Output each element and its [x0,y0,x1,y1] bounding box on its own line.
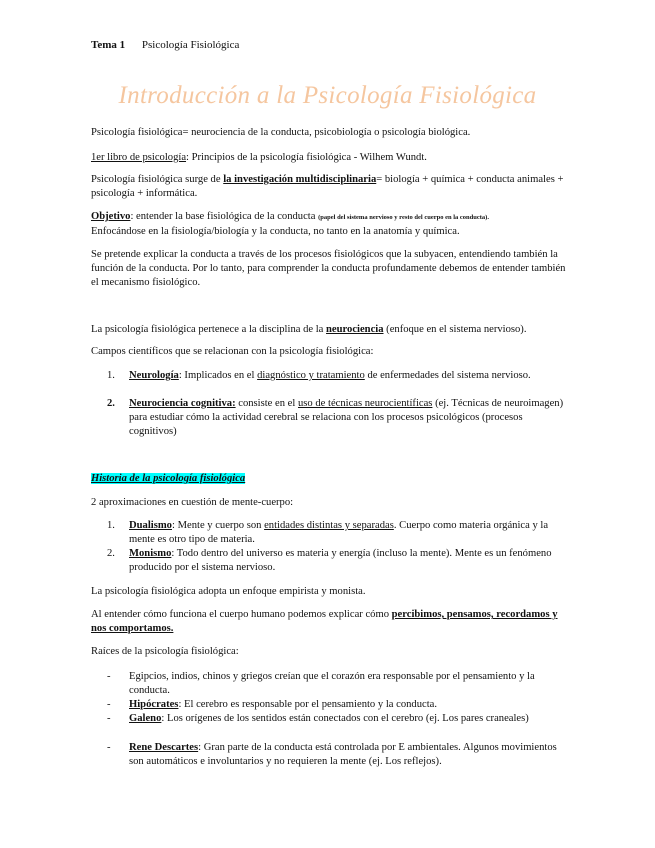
list-number: 2. [107,548,115,559]
discipline-pre: La psicología fisiológica pertenece a la disciplina de la [91,324,327,335]
list-underlined: diagnóstico y tratamiento [257,370,365,381]
list-text [129,698,569,712]
objective-label: Objetivo [91,211,131,222]
list-item [107,397,569,439]
paragraph-objective [91,210,569,239]
list-number: 1. [107,370,115,381]
objective-text: : entender la base fisiológica de la conducta [130,211,319,222]
paragraph-first-book [91,151,569,165]
list-item [107,547,569,575]
list-text [129,741,569,769]
list-pre: : Implicados en el [178,370,258,381]
paragraph-approach-adopted: La psicología fisiológica adopta un enfoque empirista y monista. [91,586,366,597]
list-item [107,519,569,547]
list-text [129,670,569,698]
list-underlined: entidades distintas y separadas [264,520,394,531]
header-tema: Tema 1 [91,39,126,51]
section-heading-text: Historia de la psicología fisiológica [91,473,246,484]
list-dash: - [107,699,111,710]
list-pre: : Mente y cuerpo son [171,520,265,531]
paragraph-approaches: 2 aproximaciones en cuestión de mente-cuerpo: [91,497,294,508]
list-term: Galeno [129,713,162,724]
body-pre: Al entender cómo funciona el cuerpo humano podemos explicar cómo [91,609,392,620]
first-book-label: 1er libro de psicología [91,152,187,163]
origin-pre: Psicología fisiológica surge de [91,174,224,185]
list-dash: - [107,713,111,724]
paragraph-body-understanding [91,608,569,636]
section-heading [91,472,569,486]
origin-bold: la investigación multidisciplinaria [223,174,377,185]
objective-note: (papel del sistema nervioso y resto del cuerpo en la conducta). [318,214,489,221]
list-rest: : Los orígenes de los sentidos están conectados con el cerebro (ej. Los pares craneales) [161,713,529,724]
list-text [129,369,569,383]
discipline-rest: (enfoque en el sistema nervioso). [383,324,527,335]
list-item [107,712,569,726]
list-rest: . Cuerpo como materia orgánica y la mente es otro tipo de materia. [129,520,549,545]
list-item [107,369,569,383]
document-title: Introducción a la Psicología Fisiológica [118,82,537,109]
list-term: Neurociencia cognitiva: [129,398,236,409]
origin-rest: = biología + química + conducta animales + psicología + informática. [91,174,564,199]
list-text [129,397,569,439]
list-pre: consiste en el [235,398,298,409]
list-item [107,670,569,698]
list-item [107,698,569,712]
list-term: Neurología [129,370,179,381]
list-rest: (ej. Técnicas de neuroimagen) para estudiar cómo la actividad cerebral se relaciona con los procesos psicológicos (procesos cognitivos) [129,398,564,437]
list-underlined: uso de técnicas neurocientíficas [297,398,433,409]
list-text [129,712,569,726]
body-bold: percibimos, pensamos, recordamos y nos comportamos. [91,609,558,634]
first-book-rest: : Principios de la psicología fisiológica - Wilhem Wundt. [186,152,427,163]
list-number: 2. [107,398,115,409]
list-rest: : Gran parte de la conducta está controlada por E ambientales. Algunos movimientos son automáticos e involuntarios y no requieren la mente (ej. Los reflejos). [129,742,557,767]
paragraph-fields-intro: Campos científicos que se relacionan con la psicología fisiológica: [91,346,374,357]
list-number: 1. [107,520,115,531]
list-term: Rene Descartes [129,742,199,753]
list-rest: : El cerebro es responsable por el pensamiento y la conducta. [178,699,438,710]
list-text [129,547,569,575]
list-pre: : Todo dentro del universo es materia y energía (incluso la mente). Mente es un fenómeno producido por el sistema nervioso. [129,548,552,573]
list-dash: - [107,671,111,682]
list-term: Monismo [129,548,172,559]
paragraph-definition: Psicología fisiológica= neurociencia de la conducta, psicobiología o psicología biológica. [91,127,471,138]
page-header [91,38,239,52]
list-dash: - [107,742,111,753]
paragraph-origin [91,173,569,201]
paragraph-purpose: Se pretende explicar la conducta a través de los procesos fisiológicos que la subyacen, entendiendo también la función de la conducta. Por lo tanto, para comprender la conducta profundamente debemos de entender también el mecanismo fisiológico. [91,249,566,288]
objective-line2: Enfocándose en la fisiología/biología y la conducta, no tanto en la anatomía y química. [91,226,460,237]
list-rest: Egipcios, indios, chinos y griegos creían que el corazón era responsable por el pensamiento y la conducta. [129,671,535,696]
list-term: Hipócrates [129,699,179,710]
paragraph-roots-intro: Raíces de la psicología fisiológica: [91,646,239,657]
list-item [107,741,569,769]
list-rest: de enfermedades del sistema nervioso. [364,370,531,381]
header-subject: Psicología Fisiológica [141,39,240,51]
list-text [129,519,569,547]
paragraph-discipline [91,323,569,337]
discipline-bold: neurociencia [326,324,384,335]
list-term: Dualismo [129,520,172,531]
